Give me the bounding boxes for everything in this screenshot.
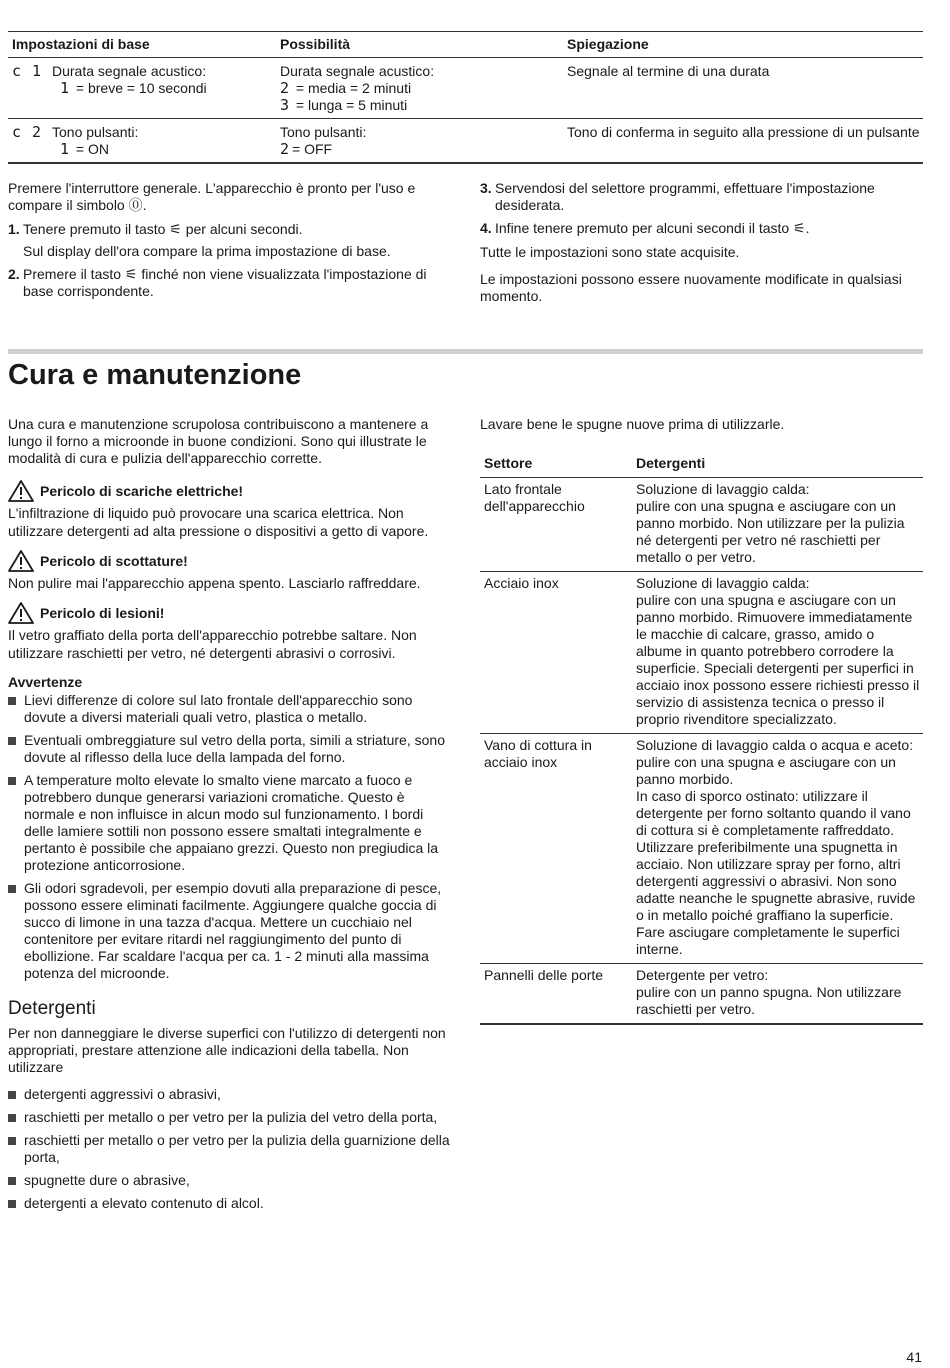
explanation: Segnale al termine di una durata	[567, 63, 770, 79]
detergent-line: pulire con una spugna e asciugare con un panno morbido. Rimuovere immediatamente le macchie di calcare, grasso, amido o albume in quanto potrebbero corrodere la superficie. Speciali detergenti per superfici in acciaio inox possono essere richiesti presso il servizio di assistenza tecnica o presso il proprio rivenditore specializzato.	[636, 592, 920, 727]
section-divider	[8, 349, 923, 354]
sponge-note: Lavare bene le spugne nuove prima di utilizzarle.	[480, 416, 785, 432]
detergent-line: Soluzione di lavaggio calda:	[636, 481, 810, 497]
step-text: Tenere premuto il tasto ⚟ per alcuni secondi.	[23, 221, 303, 237]
warning-triangle-icon	[8, 602, 34, 624]
step-number: 4.	[480, 220, 492, 236]
possibility-label: Tono pulsanti:	[280, 124, 367, 140]
power-symbol-icon: ⓪	[128, 197, 143, 213]
step-item	[480, 180, 923, 214]
detergents-intro: Per non danneggiare le diverse superfici con l'utilizzo di detergenti non appropriati, prestare attenzione alle indicazioni della tabella. Non utilizzare	[8, 1025, 446, 1075]
care-left-column	[8, 416, 453, 1212]
warning-block	[8, 550, 453, 592]
list-item: Gli odori sgradevoli, per esempio dovuti alla preparazione di pesce, possono essere eliminati facilmente. Aggiungere qualche goccia di succo di limone in una tazza d'acqua. Mettere un cucchiaio nel contenitore per evitare ritardi nel raggiungimento del punto di ebollizione. Far scaldare l'acqua per ca. 1 - 2 minuti alla massima potenza del microonde.	[8, 880, 453, 982]
seg-digit: 1	[60, 140, 70, 158]
step-item	[8, 221, 453, 238]
list-item: A temperature molto elevate lo smalto viene marcato a fuoco e potrebbero dunque generarsi variazioni cromatiche. Questo è normale e non influisce in alcun modo sul funzionamento. I bordi delle lamiere sottili non possono essere smaltati integralmente e pertanto è possibile che appaiano grezzi. Questo non pregiudica la protezione anticorrosione.	[8, 772, 453, 874]
detergents-list	[8, 1086, 453, 1212]
warning-text: Non pulire mai l'apparecchio appena spento. Lasciarlo raffreddare.	[8, 575, 421, 591]
header-impostazioni: Impostazioni di base	[12, 36, 150, 52]
detergents-heading: Detergenti	[8, 998, 96, 1019]
setting-detail: = ON	[75, 141, 109, 157]
instructions-left: Premere l'interruttore generale. L'apparecchio è pronto per l'uso e compare il simbolo ⓪. 1. Tenere premuto il tasto ⚟ per alcuni secondi. Sul display dell'ora compare la prima impostazione di base. 2. Premere il tasto ⚟ finché non viene visualizzata l'impostazione di base corrispondente.	[8, 180, 453, 300]
warning-text: L'infiltrazione di liquido può provocare una scarica elettrica. Non utilizzare detergenti ad alta pressione o dispositivi a getto di vapore.	[8, 505, 429, 539]
step-text: Servendosi del selettore programmi, effettuare l'impostazione desiderata.	[495, 180, 875, 213]
intro-text: Premere l'interruttore generale. L'apparecchio è pronto per l'uso e compare il simbolo	[8, 180, 416, 213]
confirm-note: Tutte le impostazioni sono state acquisite.	[480, 244, 740, 260]
header-settore: Settore	[484, 455, 533, 471]
step-item	[480, 220, 923, 237]
explanation: Tono di conferma in seguito alla pressione di un pulsante	[567, 124, 920, 140]
settings-table-header	[8, 31, 923, 58]
step-text: Infine tenere premuto per alcuni secondi il tasto ⚟.	[495, 220, 810, 236]
table-row	[8, 119, 923, 164]
detergent-line: In caso di sporco ostinato: utilizzare il detergente per forno soltanto quando il vano di cottura si è completamente raffreddato. Utilizzare preferibilmente una spugnetta in acciaio. Non utilizzare spray per forno, altri detergenti aggressivi o abrasivi. Non sono adatte neanche le spugnette abrasive, ruvide o in metallo poiché graffiano la superficie. Fare asciugare completamente le superfici interne.	[636, 788, 916, 957]
detergent-line: Detergente per vetro:	[636, 967, 769, 983]
header-spiegazione: Spiegazione	[567, 36, 649, 52]
step-item	[8, 266, 453, 300]
notes-list	[8, 692, 453, 982]
warning-text: Il vetro graffiato della porta dell'apparecchio potrebbe saltare. Non utilizzare raschietti per vetro, né detergenti abrasivi o corrosivi.	[8, 627, 417, 661]
step-number: 3.	[480, 180, 492, 196]
settings-table	[8, 31, 923, 164]
step-number: 1.	[8, 221, 20, 237]
table-row	[8, 58, 923, 119]
detergent-cell	[636, 967, 923, 1018]
step-number: 2.	[8, 266, 20, 282]
detergent-line: pulire con una spugna e asciugare con un panno morbido. Non utilizzare per la pulizia né detergenti per vetro né raschietti per metallo o per vetro.	[636, 498, 905, 565]
option-text: = lunga = 5 minuti	[295, 97, 408, 113]
care-intro: Una cura e manutenzione scrupolosa contribuiscono a mantenere a lungo il forno a microonde in buone condizioni. Sono qui illustrate le modalità di cura e pulizia dell'apparecchio corrette.	[8, 416, 429, 466]
warning-block	[8, 480, 453, 540]
list-item: detergenti aggressivi o abrasivi,	[8, 1086, 453, 1103]
warning-title: Pericolo di scariche elettriche!	[40, 482, 244, 499]
list-item: spugnette dure o abrasive,	[8, 1172, 453, 1189]
detergent-line: Soluzione di lavaggio calda o acqua e aceto:	[636, 737, 914, 753]
warning-block	[8, 602, 453, 662]
step-text: Premere il tasto ⚟ finché non viene visualizzata l'impostazione di base corrispondente.	[23, 266, 427, 299]
detergent-line: pulire con una spugna e asciugare con un panno morbido.	[636, 754, 896, 787]
list-item: raschietti per metallo o per vetro per la pulizia del vetro della porta,	[8, 1109, 453, 1126]
setting-code: c 2	[12, 123, 43, 141]
detergent-cell	[636, 575, 923, 728]
list-item: raschietti per metallo o per vetro per la pulizia della guarnizione della porta,	[8, 1132, 453, 1166]
seg-digit: 2	[280, 140, 290, 158]
table-row	[480, 572, 923, 734]
instructions-right	[480, 180, 923, 305]
area-cell: Acciaio inox	[484, 575, 559, 591]
list-item: Eventuali ombreggiature sul vetro della porta, simili a striature, sono dovute al riflesso della luce della lampada del forno.	[8, 732, 453, 766]
possibility-label: Durata segnale acustico:	[280, 63, 435, 79]
area-cell: Vano di cottura in acciaio inox	[484, 737, 592, 770]
table-row	[480, 964, 923, 1025]
area-cell: Pannelli delle porte	[484, 967, 604, 983]
warning-triangle-icon	[8, 550, 34, 572]
page-title: Cura e manutenzione	[8, 359, 302, 391]
cleaning-table-header	[480, 450, 923, 478]
detergent-cell	[636, 481, 923, 566]
modify-note: Le impostazioni possono essere nuovamente modificate in qualsiasi momento.	[480, 271, 902, 304]
table-row	[480, 478, 923, 572]
page-number: 41	[906, 1349, 922, 1365]
setting-label: Tono pulsanti:	[52, 124, 139, 140]
option-text: = media = 2 minuti	[295, 80, 412, 96]
area-cell: Lato frontale dell'apparecchio	[484, 481, 585, 514]
detergent-line: pulire con un panno spugna. Non utilizzare raschietti per vetro.	[636, 984, 902, 1017]
warning-triangle-icon	[8, 480, 34, 502]
seg-digit: 2	[280, 79, 290, 97]
cleaning-table	[480, 450, 923, 1025]
detergent-line: Soluzione di lavaggio calda:	[636, 575, 810, 591]
setting-detail: = breve = 10 secondi	[75, 80, 207, 96]
seg-digit: 1	[60, 79, 70, 97]
seg-digit: 3	[280, 96, 290, 114]
header-possibilita: Possibilità	[280, 36, 351, 52]
header-detergenti: Detergenti	[636, 455, 706, 471]
list-item: detergenti a elevato contenuto di alcol.	[8, 1195, 453, 1212]
notes-title: Avvertenze	[8, 674, 83, 690]
list-item: Lievi differenze di colore sul lato frontale dell'apparecchio sono dovute a diversi materiali quali vetro, plastica o metallo.	[8, 692, 453, 726]
option-text: = OFF	[292, 141, 333, 157]
step-note: Sul display dell'ora compare la prima impostazione di base.	[23, 243, 391, 259]
setting-code: c 1	[12, 62, 43, 80]
warning-title: Pericolo di scottature!	[40, 552, 188, 569]
warning-title: Pericolo di lesioni!	[40, 604, 165, 621]
detergent-cell	[636, 737, 923, 958]
table-row	[480, 734, 923, 964]
setting-label: Durata segnale acustico:	[52, 63, 207, 79]
